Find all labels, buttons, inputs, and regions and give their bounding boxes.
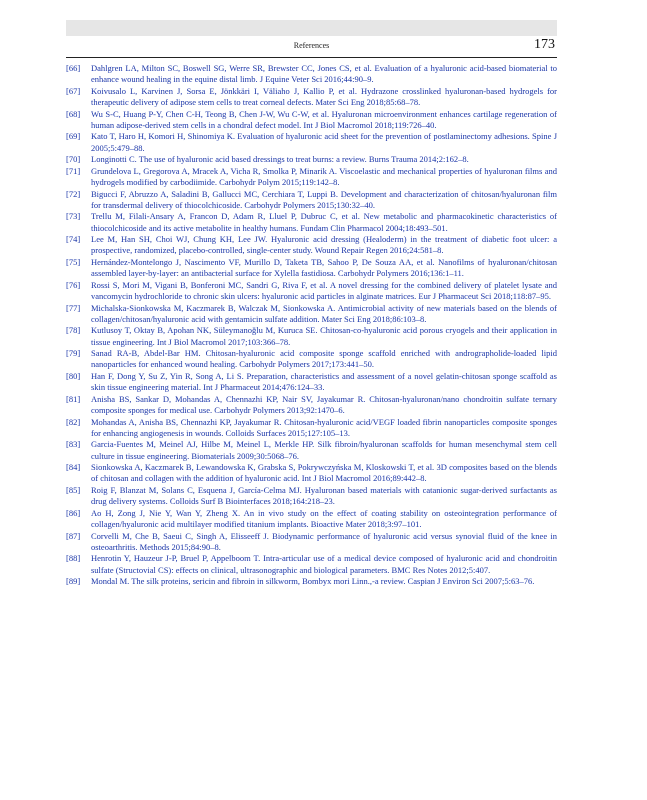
reference-item <box>66 485 557 507</box>
reference-text[interactable]: Longinotti C. The use of hyaluronic acid based dressings to treat burns: a review. Burns Trauma 2014;2:162–8. <box>91 154 469 165</box>
reference-text[interactable]: Bigucci F, Abruzzo A, Saladini B, Gallucci MC, Cerchiara T, Luppi B. Development and characterization of chitosan/hyaluronan film for transdermal delivery of thiocolchicoside. Carbohydr Polymers 2015;130:32–40. <box>91 188 557 210</box>
reference-item <box>66 371 557 393</box>
reference-item <box>66 131 557 153</box>
reference-item <box>66 63 557 85</box>
reference-text[interactable]: Rossi S, Mori M, Vigani B, Bonferoni MC, Sandri G, Riva F, et al. A novel dressing for the combined delivery of platelet lysate and vancomycin hydrochloride to chronic skin ulcers: hyaluronic acid particles in alginate matrices. Eur J Pharmaceut Sci 2018;118:87–95. <box>91 279 557 301</box>
reference-text[interactable]: Garcia-Fuentes M, Meinel AJ, Hilbe M, Meinel L, Merkle HP. Silk fibroin/hyaluronan scaffolds for human mesenchymal stem cell culture in tissue engineering. Biomaterials 2009;30:5068–76. <box>91 439 557 461</box>
reference-text[interactable]: Mondal M. The silk proteins, sericin and fibroin in silkworm, Bombyx mori Linn.,-a review. Caspian J Environ Sci 2007;5:63–76. <box>91 576 535 587</box>
reference-item <box>66 166 557 188</box>
reference-item <box>66 508 557 530</box>
reference-number: [80] <box>66 370 81 381</box>
reference-text[interactable]: Sionkowska A, Kaczmarek B, Lewandowska K, Grabska S, Pokrywczyńska M, Kloskowski T, et al. 3D composites based on the blends of chitosan and collagen with the addition of hyaluronic acid. Int J Biol Macromol 2016;89:442–8. <box>91 462 557 484</box>
reference-item <box>66 257 557 279</box>
page-number: 173 <box>534 37 555 52</box>
reference-number: [67] <box>66 85 81 96</box>
reference-text[interactable]: Koivusalo L, Karvinen J, Sorsa E, Jönkkäri I, Väliaho J, Kallio P, et al. Hydrazone crosslinked hyaluronan-based hydrogels for therapeutic delivery of adipose stem cells to treat corneal defects. Mater Sci Eng 2018;85:68–78. <box>91 85 557 107</box>
reference-number: [71] <box>66 165 81 176</box>
reference-text[interactable]: Trellu M, Filali-Ansary A, Francon D, Adam R, Lluel P, Dubruc C, et al. New metabolic and pharmacokinetic characteristics of thiocolchicoside and its active metabolite in healthy humans. Fundam Clin Pharmacol 2004;18:493–501. <box>91 211 557 233</box>
reference-number: [79] <box>66 348 81 359</box>
reference-item <box>66 211 557 233</box>
reference-number: [74] <box>66 234 81 245</box>
reference-number: [84] <box>66 462 81 473</box>
reference-item <box>66 553 557 575</box>
reference-number: [78] <box>66 325 81 336</box>
running-header <box>66 36 557 56</box>
reference-number: [81] <box>66 393 81 404</box>
reference-number: [66] <box>66 63 81 73</box>
reference-number: [87] <box>66 530 81 541</box>
reference-number: [69] <box>66 131 81 142</box>
reference-item <box>66 234 557 256</box>
reference-number: [77] <box>66 302 81 313</box>
reference-text[interactable]: Kutlusoy T, Oktay B, Apohan NK, Süleymanoğlu M, Kuruca SE. Chitosan-co-hyaluronic acid porous cryogels and their application in tissue engineering. Int J Biol Macromol 2017;103:366–78. <box>91 325 557 347</box>
reference-number: [76] <box>66 279 81 290</box>
reference-item <box>66 439 557 461</box>
reference-item <box>66 303 557 325</box>
reference-number: [82] <box>66 416 81 427</box>
reference-text[interactable]: Han F, Dong Y, Su Z, Yin R, Song A, Li S. Preparation, characteristics and assessment of a novel gelatin-chitosan sponge scaffold as skin tissue engineering material. Int J Pharmaceut 2014;476:124–33. <box>91 370 557 393</box>
reference-text[interactable]: Wu S-C, Huang P-Y, Chen C-H, Teong B, Chen J-W, Wu C-W, et al. Hyaluronan microenvironment enhances cartilage regeneration of human adipose-derived stem cells in a chondral defect model. Int J Biol Macromol 2018;119:726–40. <box>91 108 557 130</box>
reference-number: [75] <box>66 256 81 267</box>
reference-number: [88] <box>66 553 81 564</box>
reference-item <box>66 394 557 416</box>
header-band <box>66 20 557 36</box>
reference-item <box>66 417 557 439</box>
reference-text[interactable]: Anisha BS, Sankar D, Mohandas A, Chennazhi KP, Nair SV, Jayakumar R. Chitosan-hyaluronan/nano chondroitin sulfate ternary composite sponges for medical use. Carbohydr Polymers 2013;92:1470–6. <box>91 393 557 415</box>
reference-text[interactable]: Dahlgren LA, Milton SC, Boswell SG, Werre SR, Brewster CC, Jones CS, et al. Evaluation of a hyaluronic acid-based biomaterial to enhance wound healing in the equine distal limb. J Equine Veter Sci 2016;44:90–9. <box>91 63 557 85</box>
reference-text[interactable]: Grundelova L, Gregorova A, Mracek A, Vicha R, Smolka P, Minarik A. Viscoelastic and mechanical properties of hyaluronan films and hydrogels modified by carbodiimide. Carbohydr Polym 2015;119:142–8. <box>91 165 557 187</box>
reference-number: [86] <box>66 507 81 518</box>
reference-number: [70] <box>66 154 81 165</box>
reference-text[interactable]: Roig F, Blanzat M, Solans C, Esquena J, García-Celma MJ. Hyaluronan based materials with catanionic sugar-derived surfactants as drug delivery systems. Colloids Surf B Biointerfaces 2018;164:218–23. <box>91 484 557 507</box>
reference-text[interactable]: Corvelli M, Che B, Saeui C, Singh A, Elisseeff J. Biodynamic performance of hyaluronic acid versus synovial fluid of the knee in osteoarthritis. Methods 2015;84:90–8. <box>91 530 557 552</box>
reference-item <box>66 576 557 587</box>
running-header-title: References <box>293 41 330 50</box>
reference-item <box>66 154 557 165</box>
reference-item <box>66 348 557 370</box>
reference-text[interactable]: Hernández-Montelongo J, Nascimento VF, Murillo D, Taketa TB, Sahoo P, De Souza AA, et al. Nanofilms of hyaluronan/chitosan assembled layer-by-layer: an antibacterial surface for Xylella fastidiosa. Carbohydr Polymers 2016;136:1–11. <box>91 256 557 279</box>
reference-item <box>66 531 557 553</box>
reference-number: [68] <box>66 108 81 119</box>
reference-list <box>66 63 557 588</box>
reference-item <box>66 280 557 302</box>
reference-item <box>66 462 557 484</box>
reference-text[interactable]: Lee M, Han SH, Choi WJ, Chung KH, Lee JW. Hyaluronic acid dressing (Healoderm) in the treatment of diabetic foot ulcer: a prospective, randomized, placebo-controlled, single-center study. Wound Repair Regen 2016;24:581–8. <box>91 234 557 256</box>
reference-number: [73] <box>66 211 81 222</box>
header-divider <box>66 57 557 58</box>
reference-item <box>66 86 557 108</box>
reference-number: [85] <box>66 484 81 495</box>
reference-item <box>66 109 557 131</box>
reference-number: [83] <box>66 439 81 450</box>
reference-text[interactable]: Kato T, Haro H, Komori H, Shinomiya K. Evaluation of hyaluronic acid sheet for the prevention of postlaminectomy adhesions. Spine J 2005;5:479–88. <box>91 131 557 153</box>
reference-text[interactable]: Henrotin Y, Hauzeur J-P, Bruel P, Appelboom T. Intra-articular use of a medical device composed of hyaluronic acid and chondroitin sulfate (Structovial CS): effects on clinical, ultrasonographic and biological parameters. BMC Res Notes 2012;5:407. <box>91 553 557 575</box>
reference-text[interactable]: Michalska-Sionkowska M, Kaczmarek B, Walczak M, Sionkowska A. Antimicrobial activity of new materials based on the blends of collagen/chitosan/hyaluronic acid with gentamicin sulfate addition. Mater Sci Eng 2018;86:103–8. <box>91 302 557 324</box>
reference-text[interactable]: Mohandas A, Anisha BS, Chennazhi KP, Jayakumar R. Chitosan-hyaluronic acid/VEGF loaded fibrin nanoparticles composite sponges for enhancing angiogenesis in wounds. Colloids Surfaces 2015;127:105–13. <box>91 416 557 438</box>
reference-number: [72] <box>66 188 81 199</box>
reference-item <box>66 189 557 211</box>
reference-item <box>66 325 557 347</box>
reference-text[interactable]: Sanad RA-B, Abdel-Bar HM. Chitosan-hyaluronic acid composite sponge scaffold enriched with andrographolide-loaded lipid nanoparticles for enhanced wound healing. Carbohydr Polymers 2017;173:441–50. <box>91 348 557 370</box>
reference-number: [89] <box>66 576 81 587</box>
reference-text[interactable]: Ao H, Zong J, Nie Y, Wan Y, Zheng X. An in vivo study on the effect of coating stability on osteointegration performance of collagen/hyaluronic acid multilayer modified titanium implants. Bioactive Mater 2018;3:97–101. <box>91 507 557 529</box>
